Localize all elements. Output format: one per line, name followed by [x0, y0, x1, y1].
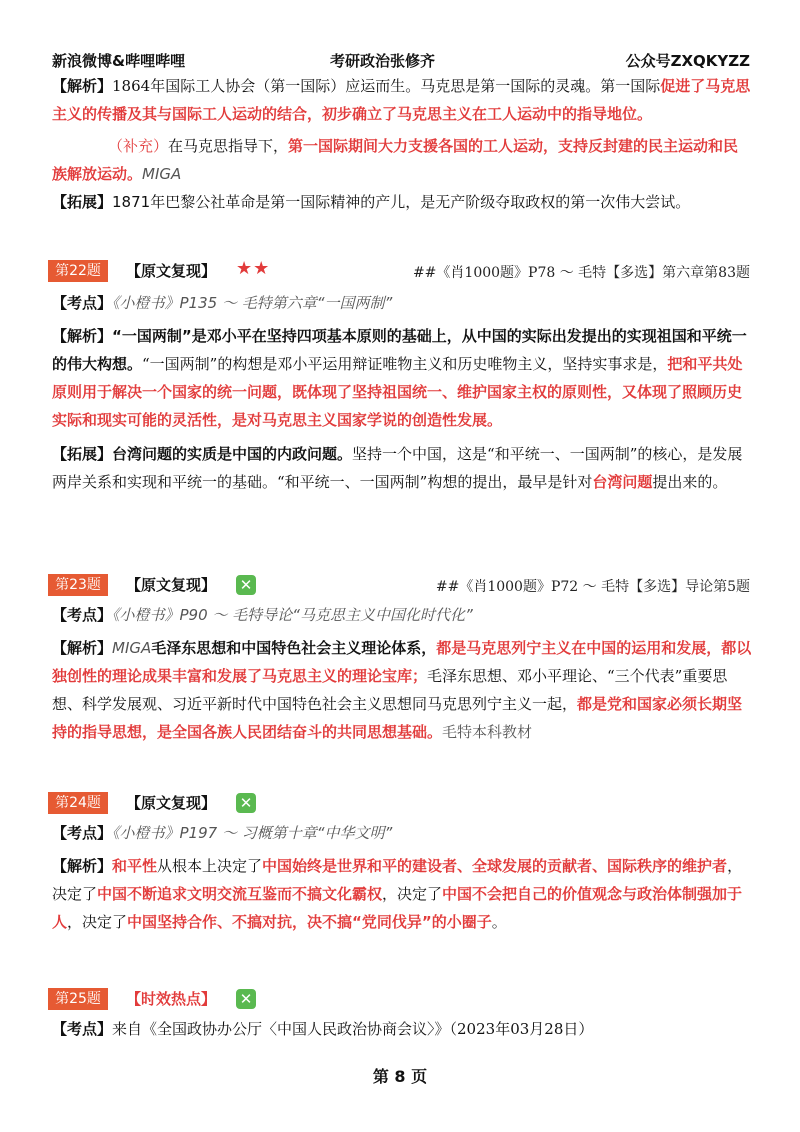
- difficulty-stars: ★★: [236, 258, 271, 279]
- intro-jiexi: 【解析】1864年国际工人协会（第一国际）应运而生。马克思是第一国际的灵魂。第一国际促进了马克思主义的传播及其与国际工人运动的结合，初步确立了马克思主义在工人运动中的指导地位。: [52, 77, 751, 123]
- q24-jiexi: 【解析】和平性从根本上决定了中国始终是世界和平的建设者、全球发展的贡献者、国际秩序的维护者，决定了中国不断追求文明交流互鉴而不搞文化霸权，决定了中国不会把自己的价值观念与政治体制强加于人，决定了中国坚持合作、不搞对抗，决不搞“党同伐异”的小圈子。: [52, 857, 743, 931]
- question-number-badge: 第23题: [48, 574, 108, 596]
- question-type: 【原文复现】: [126, 794, 217, 812]
- q22-jiexi: 【解析】“一国两制”是邓小平在坚持四项基本原则的基础上，从中国的实际出发提出的实现祖国和平统一的伟大构想。“一国两制”的构想是邓小平运用辩证唯物主义和历史唯物主义，坚持实事求是，把和平共处原则用于解决一个国家的统一问题，既体现了坚持祖国统一、维护国家主权的原则性，又体现了照顾历史实际和现实可能的灵活性，是对马克思主义国家学说的创造性发展。: [52, 327, 747, 429]
- question-number-badge: 第22题: [48, 260, 108, 282]
- source-reference: ##《肖1000题》P78 ～ 毛特【多选】第六章第83题: [412, 265, 750, 281]
- jiexi-label: 【解析】: [52, 77, 113, 95]
- q22-tuozhan: 【拓展】台湾问题的实质是中国的内政问题。坚持一个中国，这是“和平统一、一国两制”的核心，是发展两岸关系和实现和平统一的基础。“和平统一、一国两制”构想的提出，最早是针对台湾问题提出来的。: [52, 445, 743, 491]
- page-number: 第 8 页: [372, 1067, 428, 1086]
- wrong-mark-icon: ✕: [236, 989, 256, 1009]
- kaodian: 【考点】《小橙书》P135 ～ 毛特第六章“一国两制”: [52, 294, 393, 312]
- kaodian: 【考点】《小橙书》P197 ～ 习概第十章“中华文明”: [52, 824, 393, 842]
- buchong-label: （补充）: [108, 137, 169, 155]
- question-type: 【原文复现】: [126, 262, 217, 280]
- question-number-badge: 第24题: [48, 792, 108, 814]
- header-right: 公众号ZXQKYZZ: [625, 52, 750, 70]
- header-center: 考研政治张修齐: [330, 52, 436, 70]
- kaodian: 【考点】来自《全国政协办公厅〈中国人民政治协商会议〉》（2023年03月28日）: [52, 1020, 594, 1038]
- question-type: 【时效热点】: [126, 990, 217, 1008]
- q23-jiexi: 【解析】MIGA毛泽东思想和中国特色社会主义理论体系，都是马克思列宁主义在中国的运用和发展，都以独创性的理论成果丰富和发展了马克思主义的理论宝库；毛泽东思想、邓小平理论、“三个代表”重要思想、科学发展观、习近平新时代中国特色社会主义思想同马克思列宁主义一起，都是党和国家必须长期坚持的指导思想，是全国各族人民团结奋斗的共同思想基础。毛特本科教材: [52, 639, 752, 741]
- intro-buchong: （补充）在马克思指导下，第一国际期间大力支援各国的工人运动，支持反封建的民主运动和民族解放运动。MIGA: [52, 137, 739, 183]
- header-left: 新浪微博&哔哩哔哩: [52, 52, 186, 70]
- intro-tuozhan: 【拓展】1871年巴黎公社革命是第一国际精神的产儿，是无产阶级夺取政权的第一次伟大尝试。: [52, 193, 691, 211]
- kaodian: 【考点】《小橙书》P90 ～ 毛特导论“马克思主义中国化时代化”: [52, 606, 473, 624]
- source-reference: ##《肖1000题》P72 ～ 毛特【多选】导论第5题: [435, 579, 750, 595]
- question-type: 【原文复现】: [126, 576, 217, 594]
- wrong-mark-icon: ✕: [236, 575, 256, 595]
- question-number-badge: 第25题: [48, 988, 108, 1010]
- wrong-mark-icon: ✕: [236, 793, 256, 813]
- tuozhan-label: 【拓展】: [52, 193, 113, 211]
